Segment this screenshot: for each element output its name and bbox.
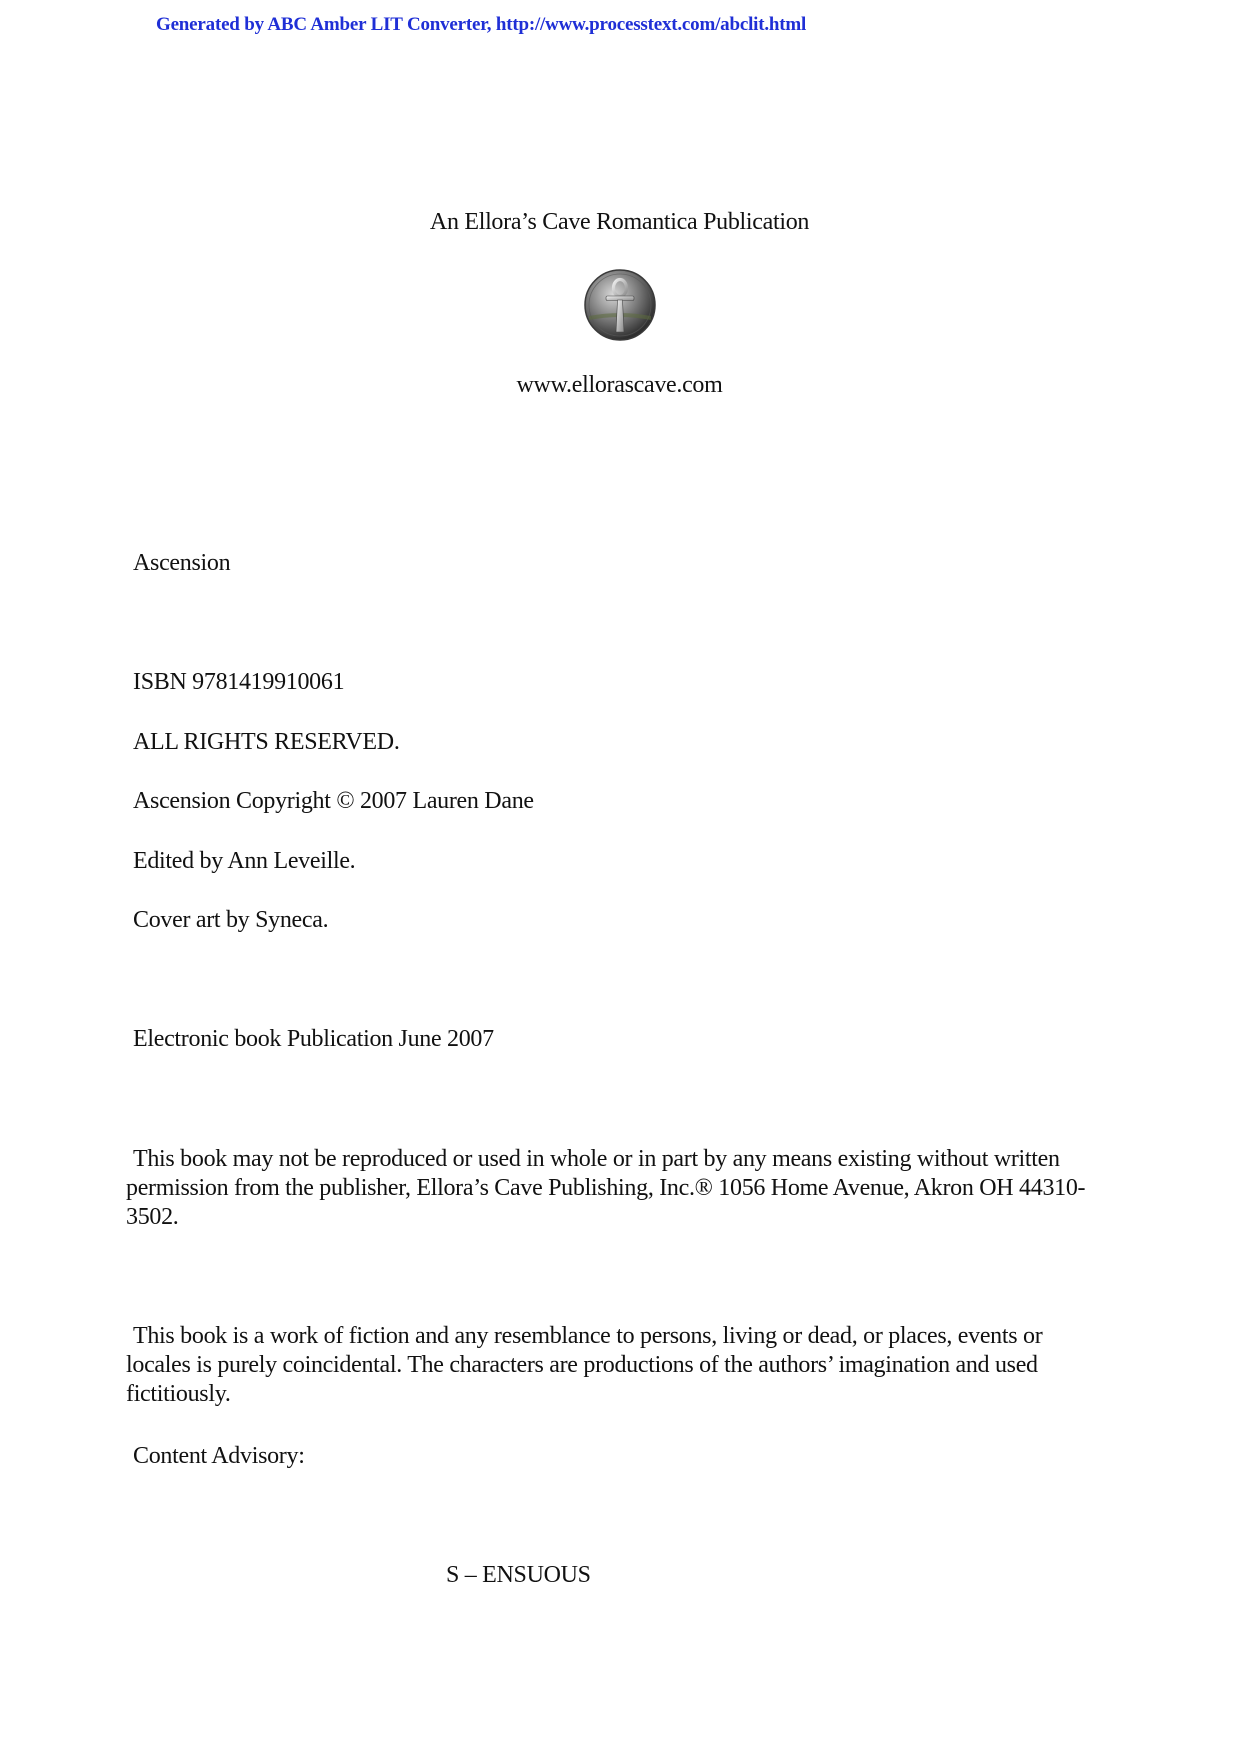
publication-line: An Ellora’s Cave Romantica Publication	[429, 209, 810, 235]
ankh-medallion-icon	[583, 268, 657, 342]
cover-art-credit: Cover art by Syneca.	[133, 907, 329, 933]
converter-banner-link[interactable]: Generated by ABC Amber LIT Converter, http://www.processtext.com/abclit.html	[156, 14, 807, 35]
publication-date: Electronic book Publication June 2007	[133, 1026, 494, 1052]
content-rating: S – ENSUOUS	[446, 1562, 591, 1588]
fiction-notice: This book is a work of fiction and any resemblance to persons, living or dead, or places, events or locales is purely coincidental. The characters are productions of the authors’ imagination and used fictitiously.	[126, 1323, 1043, 1407]
content-advisory-label: Content Advisory:	[133, 1443, 305, 1469]
editor-credit: Edited by Ann Leveille.	[133, 848, 356, 874]
rights-statement: ALL RIGHTS RESERVED.	[133, 729, 400, 755]
isbn: ISBN 9781419910061	[133, 669, 345, 695]
website-link[interactable]: www.ellorascave.com	[516, 372, 723, 398]
reproduction-notice: This book may not be reproduced or used in whole or in part by any means existing without written permission from the publisher, Ellora’s Cave Publishing, Inc.® 1056 Home Avenue, Akron OH 44310-3502.	[126, 1146, 1086, 1230]
copyright-line: Ascension Copyright © 2007 Lauren Dane	[133, 788, 534, 814]
book-title: Ascension	[133, 550, 231, 576]
